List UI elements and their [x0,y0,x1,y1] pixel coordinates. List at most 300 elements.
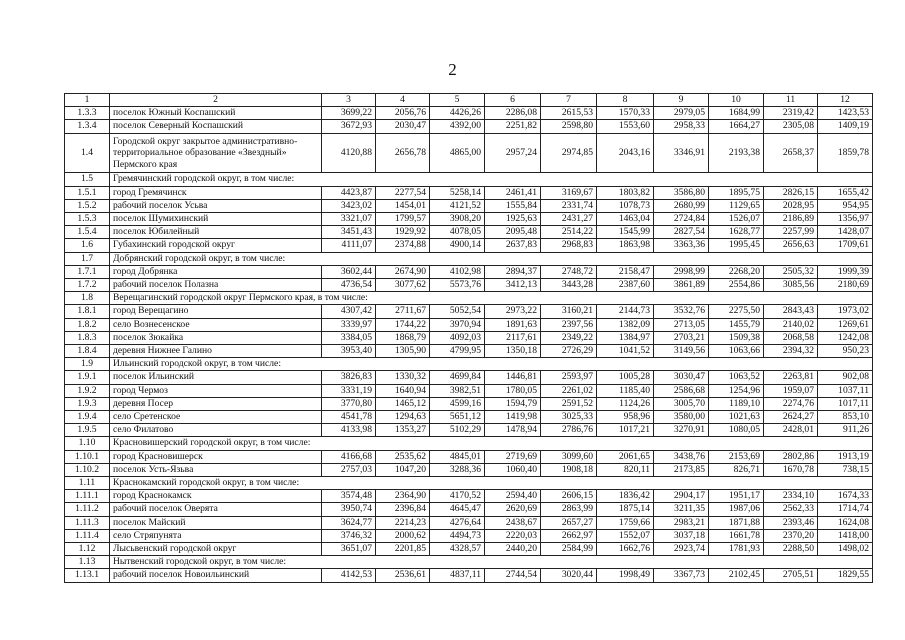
value-cell: 3624,77 [322,516,376,529]
value-cell: 1021,63 [709,411,764,424]
row-name: город Верещагино [110,305,322,318]
row-code: 1.5 [65,173,110,186]
value-cell: 1859,78 [818,133,873,173]
value-cell: 4276,64 [430,516,485,529]
value-cell: 954,95 [818,199,873,212]
value-cell: 2349,22 [541,331,597,344]
value-cell: 4307,42 [322,305,376,318]
value-cell: 4494,73 [430,529,485,542]
row-code: 1.5.1 [65,186,110,199]
value-cell: 5052,54 [430,305,485,318]
value-cell: 1670,78 [764,463,818,476]
value-cell: 3085,56 [764,279,818,292]
value-cell: 5102,29 [430,424,485,437]
value-cell: 1640,94 [376,384,430,397]
value-cell: 1674,33 [818,490,873,503]
value-cell: 3770,80 [322,397,376,410]
row-name: поселок Ильинский [110,371,322,384]
value-cell: 1662,76 [597,543,654,556]
row-code: 1.9.4 [65,411,110,424]
value-cell: 1124,26 [597,397,654,410]
row-code: 1.13.1 [65,569,110,582]
row-code: 1.12 [65,543,110,556]
value-cell: 2331,74 [541,199,597,212]
value-cell: 3005,70 [654,397,709,410]
value-cell: 1973,02 [818,305,873,318]
row-code: 1.9 [65,358,110,371]
value-cell: 3438,76 [654,450,709,463]
value-cell: 3025,33 [541,411,597,424]
row-code: 1.7 [65,252,110,265]
value-cell: 3211,35 [654,503,709,516]
row-name: рабочий поселок Полазна [110,279,322,292]
value-cell: 3363,36 [654,239,709,252]
value-cell: 2757,03 [322,463,376,476]
value-cell: 2535,62 [376,450,430,463]
value-cell: 2554,86 [709,279,764,292]
value-cell: 1895,75 [709,186,764,199]
row-name: город Чермоз [110,384,322,397]
value-cell: 2102,45 [709,569,764,582]
value-cell: 1526,07 [709,213,764,226]
value-cell: 2374,88 [376,239,430,252]
value-cell: 2748,72 [541,265,597,278]
table-row [65,450,873,463]
value-cell: 1350,18 [485,345,541,358]
page-number: 2 [448,60,457,79]
value-cell: 1419,98 [485,411,541,424]
value-cell: 2201,85 [376,543,430,556]
table-row [65,543,873,556]
value-cell: 2904,17 [654,490,709,503]
value-cell: 2261,02 [541,384,597,397]
table-row [65,516,873,529]
row-code: 1.11.1 [65,490,110,503]
row-code: 1.8.1 [65,305,110,318]
row-name: деревня Нижнее Галино [110,345,322,358]
value-cell: 1242,08 [818,331,873,344]
value-cell: 3149,56 [654,345,709,358]
value-cell: 2983,21 [654,516,709,529]
value-cell: 1875,14 [597,503,654,516]
row-name: село Стряпунята [110,529,322,542]
value-cell: 2387,60 [597,279,654,292]
table-row [65,384,873,397]
value-cell: 3651,07 [322,543,376,556]
table-row [65,503,873,516]
value-cell: 1254,96 [709,384,764,397]
value-cell: 1709,61 [818,239,873,252]
value-cell: 4102,98 [430,265,485,278]
value-cell: 4392,00 [430,120,485,133]
value-cell: 1017,11 [818,397,873,410]
value-cell: 2594,40 [485,490,541,503]
row-code: 1.8.4 [65,345,110,358]
column-number-header: 9 [654,94,709,107]
section-name: Красновишерский городской округ, в том числе: [110,437,873,450]
value-cell: 3270,91 [654,424,709,437]
value-cell: 1384,97 [597,331,654,344]
value-cell: 1455,79 [709,318,764,331]
value-cell: 2180,69 [818,279,873,292]
row-code: 1.6 [65,239,110,252]
row-code: 1.10.1 [65,450,110,463]
value-cell: 2056,76 [376,107,430,120]
table-row [65,569,873,582]
value-cell: 1047,20 [376,463,430,476]
value-cell: 2000,62 [376,529,430,542]
table-row [65,107,873,120]
value-cell: 3953,40 [322,345,376,358]
row-name: Лысьвенский городской округ [110,543,322,556]
value-cell: 1189,10 [709,397,764,410]
value-cell: 2786,76 [541,424,597,437]
value-cell: 3030,47 [654,371,709,384]
row-name: поселок Шумихинский [110,213,322,226]
row-name: город Красновишерск [110,450,322,463]
value-cell: 5573,76 [430,279,485,292]
value-cell: 911,26 [818,424,873,437]
row-code: 1.11.2 [65,503,110,516]
value-cell: 2894,37 [485,265,541,278]
section-name: Нытвенский городской округ, в том числе: [110,556,873,569]
value-cell: 1744,22 [376,318,430,331]
value-cell: 2364,90 [376,490,430,503]
table-row [65,318,873,331]
value-cell: 1063,52 [709,371,764,384]
value-cell: 1545,99 [597,226,654,239]
value-cell: 2703,21 [654,331,709,344]
value-cell: 2288,50 [764,543,818,556]
value-cell: 3339,97 [322,318,376,331]
value-cell: 4865,00 [430,133,485,173]
value-cell: 2606,15 [541,490,597,503]
value-cell: 2095,48 [485,226,541,239]
row-code: 1.4 [65,133,110,173]
row-code: 1.5.4 [65,226,110,239]
value-cell: 3160,21 [541,305,597,318]
table-row [65,226,873,239]
value-cell: 1041,52 [597,345,654,358]
value-cell: 1829,55 [818,569,873,582]
value-cell: 2117,61 [485,331,541,344]
value-cell: 2263,81 [764,371,818,384]
value-cell: 4170,52 [430,490,485,503]
row-name: поселок Зюкайка [110,331,322,344]
value-cell: 2586,68 [654,384,709,397]
row-name: город Краснокамск [110,490,322,503]
value-cell: 1836,42 [597,490,654,503]
table-row [65,305,873,318]
value-cell: 4541,78 [322,411,376,424]
column-number-header: 5 [430,94,485,107]
value-cell: 950,23 [818,345,873,358]
value-cell: 4092,03 [430,331,485,344]
row-code: 1.9.2 [65,384,110,397]
row-name: село Вознесенское [110,318,322,331]
value-cell: 1780,05 [485,384,541,397]
value-cell: 2438,67 [485,516,541,529]
value-cell: 1959,07 [764,384,818,397]
value-cell: 2713,05 [654,318,709,331]
value-cell: 4699,84 [430,371,485,384]
value-cell: 3331,19 [322,384,376,397]
value-cell: 4423,87 [322,186,376,199]
value-cell: 2826,15 [764,186,818,199]
value-cell: 2562,33 [764,503,818,516]
row-code: 1.11.3 [65,516,110,529]
value-cell: 4736,54 [322,279,376,292]
value-cell: 4111,07 [322,239,376,252]
value-cell: 1553,60 [597,120,654,133]
value-cell: 1951,17 [709,490,764,503]
value-cell: 3982,51 [430,384,485,397]
value-cell: 3367,73 [654,569,709,582]
value-cell: 2656,63 [764,239,818,252]
value-cell: 4133,98 [322,424,376,437]
table-row [65,345,873,358]
value-cell: 820,11 [597,463,654,476]
value-cell: 1498,02 [818,543,873,556]
value-cell: 1995,45 [709,239,764,252]
row-name: рабочий поселок Усьва [110,199,322,212]
table-row [65,490,873,503]
row-name: поселок Майский [110,516,322,529]
value-cell: 1628,77 [709,226,764,239]
value-cell: 2658,37 [764,133,818,173]
value-cell: 2428,01 [764,424,818,437]
value-cell: 2319,42 [764,107,818,120]
value-cell: 4645,47 [430,503,485,516]
value-cell: 1913,19 [818,450,873,463]
value-cell: 3423,02 [322,199,376,212]
row-name: Городской округ закрытое административно-территориальное образование «Звездный» Пермского края [110,133,322,173]
value-cell: 4120,88 [322,133,376,173]
value-cell: 2719,69 [485,450,541,463]
value-cell: 5651,12 [430,411,485,424]
table-row [65,186,873,199]
value-cell: 2153,69 [709,450,764,463]
value-cell: 2827,54 [654,226,709,239]
table-row [65,265,873,278]
value-cell: 4121,52 [430,199,485,212]
column-number-header: 6 [485,94,541,107]
value-cell: 2514,22 [541,226,597,239]
value-cell: 2043,16 [597,133,654,173]
row-code: 1.11.4 [65,529,110,542]
row-code: 1.10.2 [65,463,110,476]
row-code: 1.9.1 [65,371,110,384]
value-cell: 1382,09 [597,318,654,331]
value-cell: 2968,83 [541,239,597,252]
value-cell: 2680,99 [654,199,709,212]
value-cell: 2598,80 [541,120,597,133]
value-cell: 3602,44 [322,265,376,278]
value-cell: 1908,18 [541,463,597,476]
table-row [65,199,873,212]
row-name: поселок Усть-Язьва [110,463,322,476]
value-cell: 2505,32 [764,265,818,278]
value-cell: 1037,11 [818,384,873,397]
value-cell: 2158,47 [597,265,654,278]
row-name: город Добрянка [110,265,322,278]
value-cell: 3580,00 [654,411,709,424]
value-cell: 1987,06 [709,503,764,516]
value-cell: 5258,14 [430,186,485,199]
value-cell: 1714,74 [818,503,873,516]
value-cell: 3451,43 [322,226,376,239]
column-number-header: 3 [322,94,376,107]
column-number-header: 11 [764,94,818,107]
value-cell: 3037,18 [654,529,709,542]
value-cell: 3908,20 [430,213,485,226]
value-cell: 1929,92 [376,226,430,239]
value-cell: 3099,60 [541,450,597,463]
value-cell: 2061,65 [597,450,654,463]
value-cell: 1005,28 [597,371,654,384]
row-code: 1.8.2 [65,318,110,331]
value-cell: 1803,82 [597,186,654,199]
value-cell: 1465,12 [376,397,430,410]
row-name: рабочий поселок Новоильинский [110,569,322,582]
value-cell: 3443,28 [541,279,597,292]
column-number-header: 2 [110,94,322,107]
value-cell: 3169,67 [541,186,597,199]
value-cell: 2305,08 [764,120,818,133]
section-row [65,173,873,186]
value-cell: 1330,32 [376,371,430,384]
value-cell: 2958,33 [654,120,709,133]
value-cell: 2974,85 [541,133,597,173]
value-cell: 2998,99 [654,265,709,278]
value-cell: 3288,36 [430,463,485,476]
value-cell: 2394,32 [764,345,818,358]
value-cell: 2957,24 [485,133,541,173]
section-row [65,437,873,450]
value-cell: 3826,83 [322,371,376,384]
value-cell: 1478,94 [485,424,541,437]
value-cell: 2593,97 [541,371,597,384]
value-cell: 2979,05 [654,107,709,120]
row-name: Губахинский городской округ [110,239,322,252]
value-cell: 1463,04 [597,213,654,226]
value-cell: 1409,19 [818,120,873,133]
value-cell: 3346,91 [654,133,709,173]
value-cell: 2277,54 [376,186,430,199]
row-code: 1.3.3 [65,107,110,120]
value-cell: 1891,63 [485,318,541,331]
section-row [65,292,873,305]
value-cell: 4599,16 [430,397,485,410]
value-cell: 1129,65 [709,199,764,212]
value-cell: 1624,08 [818,516,873,529]
value-cell: 1063,66 [709,345,764,358]
value-cell: 1185,40 [597,384,654,397]
value-cell: 738,15 [818,463,873,476]
value-cell: 1799,57 [376,213,430,226]
value-cell: 4328,57 [430,543,485,556]
section-name: Гремячинский городской округ, в том числе: [110,173,873,186]
value-cell: 1759,66 [597,516,654,529]
table-row [65,371,873,384]
value-cell: 1925,63 [485,213,541,226]
row-name: поселок Юбилейный [110,226,322,239]
value-cell: 3321,07 [322,213,376,226]
value-cell: 3861,89 [654,279,709,292]
value-cell: 2637,83 [485,239,541,252]
value-cell: 1454,01 [376,199,430,212]
value-cell: 2140,02 [764,318,818,331]
value-cell: 1684,99 [709,107,764,120]
value-cell: 2863,99 [541,503,597,516]
value-cell: 1017,21 [597,424,654,437]
value-cell: 2711,67 [376,305,430,318]
value-cell: 1080,05 [709,424,764,437]
value-cell: 3020,44 [541,569,597,582]
value-cell: 3586,80 [654,186,709,199]
value-cell: 902,08 [818,371,873,384]
value-cell: 3970,94 [430,318,485,331]
row-name: город Гремячинск [110,186,322,199]
value-cell: 2724,84 [654,213,709,226]
table-row [65,529,873,542]
value-cell: 2657,27 [541,516,597,529]
row-code: 1.3.4 [65,120,110,133]
value-cell: 2584,99 [541,543,597,556]
value-cell: 3950,74 [322,503,376,516]
value-cell: 2744,54 [485,569,541,582]
value-cell: 2334,10 [764,490,818,503]
value-cell: 2186,89 [764,213,818,226]
table-row [65,279,873,292]
value-cell: 2461,41 [485,186,541,199]
value-cell: 1552,07 [597,529,654,542]
row-name: село Сретенское [110,411,322,424]
value-cell: 2274,76 [764,397,818,410]
value-cell: 1509,38 [709,331,764,344]
value-cell: 2370,20 [764,529,818,542]
value-cell: 2030,47 [376,120,430,133]
value-cell: 2536,61 [376,569,430,582]
row-code: 1.9.5 [65,424,110,437]
value-cell: 2275,50 [709,305,764,318]
value-cell: 2397,56 [541,318,597,331]
value-cell: 2843,43 [764,305,818,318]
value-cell: 3746,32 [322,529,376,542]
table-row [65,239,873,252]
value-cell: 2268,20 [709,265,764,278]
table-row [65,213,873,226]
value-cell: 2193,38 [709,133,764,173]
value-cell: 3699,22 [322,107,376,120]
value-cell: 1594,79 [485,397,541,410]
value-cell: 4845,01 [430,450,485,463]
value-cell: 2923,74 [654,543,709,556]
section-name: Добрянский городской округ, в том числе: [110,252,873,265]
row-code: 1.5.2 [65,199,110,212]
row-name: рабочий поселок Оверята [110,503,322,516]
value-cell: 1356,97 [818,213,873,226]
value-cell: 1781,93 [709,543,764,556]
row-code: 1.8.3 [65,331,110,344]
row-name: село Филатово [110,424,322,437]
value-cell: 2068,58 [764,331,818,344]
section-row [65,556,873,569]
value-cell: 1664,27 [709,120,764,133]
value-cell: 826,71 [709,463,764,476]
value-cell: 3412,13 [485,279,541,292]
value-cell: 4837,11 [430,569,485,582]
